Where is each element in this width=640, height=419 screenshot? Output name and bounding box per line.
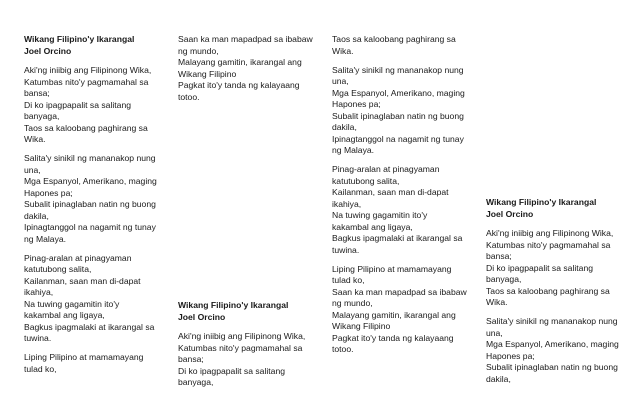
verse-line: Na tuwing gagamitin ito'y — [24, 298, 120, 309]
poem-title: Wikang Filipino'y Ikarangal — [486, 197, 597, 207]
stanza — [24, 65, 168, 146]
verse-line: Hapones pa; — [486, 350, 535, 361]
verse-line: Salita'y sinikil ng mananakop nung — [24, 153, 156, 163]
verse-line: Di ko ipagpapalit sa salitang — [24, 99, 132, 110]
column-2 — [178, 34, 322, 387]
poem-author: Joel Orcino — [24, 45, 72, 56]
verse-line: tulad ko, — [24, 363, 57, 374]
verse-line: Liping Pilipino at mamamayang — [332, 263, 452, 274]
verse-line: Ipinagtanggol na nagamit ng tunay — [24, 222, 156, 232]
verse-line: Subalit ipinaglaban natin ng buong — [24, 199, 156, 209]
stanza — [332, 264, 476, 356]
verse-line: Hapones pa; — [332, 99, 381, 109]
poem-block — [178, 300, 305, 396]
verse-line: Bagkus ipagmalaki at ikarangal sa — [332, 233, 463, 243]
verse-line: Liping Pilipino at mamamayang — [24, 352, 144, 362]
verse-line: una, — [486, 327, 503, 338]
verse-line: Katumbas nito'y pagmamahal sa — [24, 76, 149, 87]
verse-line: Mga Espanyol, Amerikano, maging — [24, 176, 157, 186]
stanza — [486, 316, 630, 385]
verse-line: Saan ka man mapadpad sa ibabaw — [178, 34, 313, 44]
column-4 — [486, 197, 630, 393]
verse-line: totoo. — [332, 344, 354, 354]
verse-line: Di ko ipagpapalit sa salitang — [178, 365, 286, 376]
verse-line: Saan ka man mapadpad sa ibabaw — [332, 286, 467, 297]
stanza — [24, 352, 168, 375]
verse-line: ng mundo, — [178, 45, 219, 56]
poem-title: Wikang Filipino'y Ikarangal — [24, 34, 135, 44]
verse-line: tuwina. — [24, 333, 52, 343]
verse-line: totoo. — [178, 91, 200, 102]
verse-line: bansa; — [486, 251, 512, 261]
verse-line: Malayang gamitin, ikarangal ang — [178, 57, 302, 67]
poem-block — [178, 34, 322, 103]
verse-line: Salita'y sinikil ng mananakop nung — [332, 64, 464, 75]
poem-title: Wikang Filipino'y Ikarangal — [178, 300, 289, 310]
stanza — [24, 153, 168, 245]
verse-line: Pinag-aralan at pinagyaman — [24, 252, 132, 263]
verse-line: tulad ko, — [332, 275, 365, 285]
stanza — [178, 34, 322, 103]
verse-line: Wika. — [486, 297, 508, 307]
verse-line: Na tuwing gagamitin ito'y — [332, 210, 428, 220]
verse-line: Aki'ng iniibig ang Filipinong Wika, — [486, 228, 614, 238]
verse-line: kakambal ang ligaya, — [332, 221, 413, 232]
verse-line: Di ko ipagpapalit sa salitang — [486, 262, 594, 273]
verse-line: tuwina. — [332, 244, 360, 255]
column-1 — [24, 34, 168, 383]
verse-line: ikahiya, — [332, 198, 362, 209]
verse-line: Taos sa kaloobang paghirang sa — [486, 285, 610, 296]
verse-line: katutubong salita, — [332, 175, 400, 186]
stanza — [178, 331, 305, 389]
verse-line: Wika. — [332, 45, 354, 56]
verse-line: dakila, — [24, 210, 49, 221]
verse-line: Taos sa kaloobang paghirang sa — [24, 122, 148, 133]
verse-line: Pinag-aralan at pinagyaman — [332, 164, 440, 174]
column-3 — [332, 34, 476, 363]
stanza — [486, 228, 630, 309]
verse-line: Katumbas nito'y pagmamahal sa — [178, 342, 303, 353]
verse-line: una, — [24, 164, 41, 175]
verse-line: ng mundo, — [332, 298, 373, 308]
verse-line: Wikang Filipino — [332, 321, 391, 331]
verse-line: bansa; — [178, 354, 204, 364]
verse-line: Malayang gamitin, ikarangal ang — [332, 309, 456, 320]
verse-line: Wika. — [24, 134, 46, 144]
verse-line: una, — [332, 76, 349, 86]
verse-line: katutubong salita, — [24, 264, 92, 274]
verse-line: ng Malaya. — [332, 145, 375, 155]
verse-line: banyaga, — [24, 111, 60, 121]
poem-block — [486, 197, 630, 385]
poem-author: Joel Orcino — [178, 311, 226, 322]
verse-line: ikahiya, — [24, 287, 54, 297]
verse-line: Taos sa kaloobang paghirang sa — [332, 34, 456, 44]
verse-line: dakila, — [332, 122, 357, 132]
verse-line: kakambal ang ligaya, — [24, 310, 105, 320]
verse-line: Salita'y sinikil ng mananakop nung — [486, 316, 618, 326]
verse-line: Aki'ng iniibig ang Filipinong Wika, — [178, 331, 306, 341]
verse-line: bansa; — [24, 88, 50, 98]
verse-line: Wikang Filipino — [178, 68, 237, 79]
verse-line: ng Malaya. — [24, 233, 67, 244]
verse-line: banyaga, — [178, 377, 214, 387]
verse-line: banyaga, — [486, 274, 522, 284]
stanza — [332, 34, 476, 57]
verse-line: Subalit ipinaglaban natin ng buong — [332, 110, 464, 121]
verse-line: Kailanman, saan man di-dapat — [24, 275, 141, 286]
verse-line: dakila, — [486, 373, 511, 384]
verse-line: Subalit ipinaglaban natin ng buong — [486, 362, 618, 372]
stanza — [332, 164, 476, 256]
poem-block — [24, 34, 168, 375]
verse-line: Pagkat ito'y tanda ng kalayaang — [332, 332, 454, 343]
verse-line: Bagkus ipagmalaki at ikarangal sa — [24, 321, 155, 332]
poem-block — [332, 34, 476, 356]
verse-line: Kailanman, saan man di-dapat — [332, 187, 449, 197]
verse-line: Mga Espanyol, Amerikano, maging — [332, 87, 465, 98]
verse-line: Hapones pa; — [24, 187, 73, 198]
verse-line: Mga Espanyol, Amerikano, maging — [486, 339, 619, 349]
verse-line: Aki'ng iniibig ang Filipinong Wika, — [24, 65, 152, 75]
verse-line: Pagkat ito'y tanda ng kalayaang — [178, 80, 300, 90]
poem-author: Joel Orcino — [486, 208, 534, 219]
verse-line: Ipinagtanggol na nagamit ng tunay — [332, 133, 464, 144]
stanza — [332, 65, 476, 157]
stanza — [24, 253, 168, 345]
verse-line: Katumbas nito'y pagmamahal sa — [486, 239, 611, 250]
